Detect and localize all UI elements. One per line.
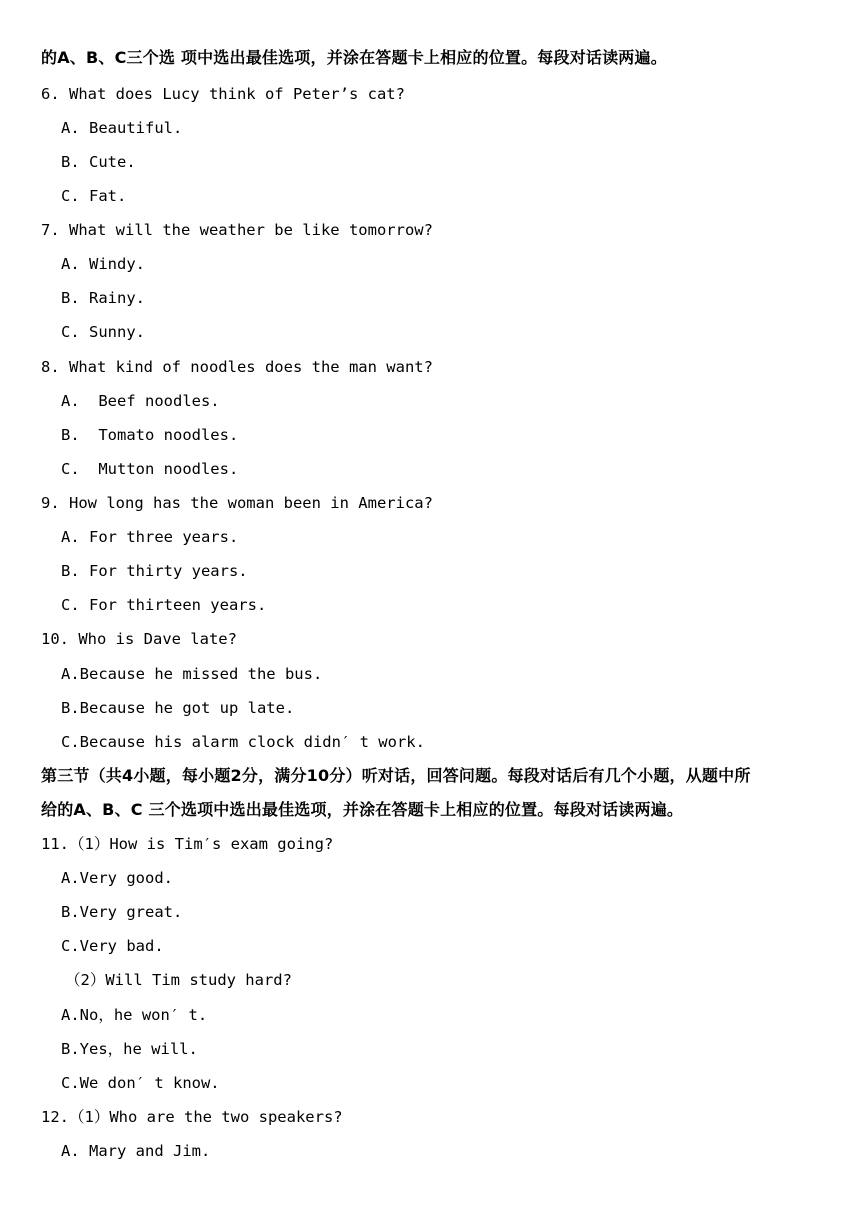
question-11-part-2: （2）Will Tim study hard? bbox=[65, 971, 292, 989]
option-8c: C. Mutton noodles. bbox=[61, 460, 239, 478]
question-6: 6. What does Lucy think of Peter’s cat? bbox=[41, 85, 405, 103]
option-6a: A. Beautiful. bbox=[61, 119, 183, 137]
section-3-heading-line-2: 给的A、B、C 三个选项中选出最佳选项，并涂在答题卡上相应的位置。每段对话读两遍。 bbox=[41, 800, 684, 819]
option-12-1a: A. Mary and Jim. bbox=[61, 1142, 211, 1160]
option-10c: C.Because his alarm clock didn′ t work. bbox=[61, 733, 425, 751]
option-7b: B. Rainy. bbox=[61, 289, 145, 307]
option-11-1c: C.Very bad. bbox=[61, 937, 164, 955]
option-11-2b: B.Yes，he will. bbox=[61, 1040, 198, 1058]
option-9c: C. For thirteen years. bbox=[61, 596, 267, 614]
question-7: 7. What will the weather be like tomorrow? bbox=[41, 221, 433, 239]
question-11-part-1: 11.（1）How is Tim′s exam going? bbox=[41, 835, 334, 853]
option-10b: B.Because he got up late. bbox=[61, 699, 295, 717]
section-3-heading-line-1: 第三节（共4小题，每小题2分，满分10分）听对话，回答问题。每段对话后有几个小题，从题中所 bbox=[41, 766, 751, 785]
question-8: 8. What kind of noodles does the man want? bbox=[41, 358, 433, 376]
option-8a: A. Beef noodles. bbox=[61, 392, 220, 410]
option-11-2c: C.We don′ t know. bbox=[61, 1074, 220, 1092]
question-10: 10. Who is Dave late? bbox=[41, 630, 237, 648]
option-11-1a: A.Very good. bbox=[61, 869, 173, 887]
option-9b: B. For thirty years. bbox=[61, 562, 248, 580]
option-7c: C. Sunny. bbox=[61, 323, 145, 341]
option-7a: A. Windy. bbox=[61, 255, 145, 273]
option-8b: B. Tomato noodles. bbox=[61, 426, 239, 444]
section-instruction-tail: 的A、B、C三个选 项中选出最佳选项，并涂在答题卡上相应的位置。每段对话读两遍。 bbox=[41, 48, 667, 67]
option-6b: B. Cute. bbox=[61, 153, 136, 171]
option-11-2a: A.No，he won′ t. bbox=[61, 1006, 208, 1024]
question-12-part-1: 12.（1）Who are the two speakers? bbox=[41, 1108, 343, 1126]
question-9: 9. How long has the woman been in America? bbox=[41, 494, 433, 512]
option-9a: A. For three years. bbox=[61, 528, 239, 546]
option-6c: C. Fat. bbox=[61, 187, 127, 205]
option-10a: A.Because he missed the bus. bbox=[61, 665, 323, 683]
option-11-1b: B.Very great. bbox=[61, 903, 183, 921]
